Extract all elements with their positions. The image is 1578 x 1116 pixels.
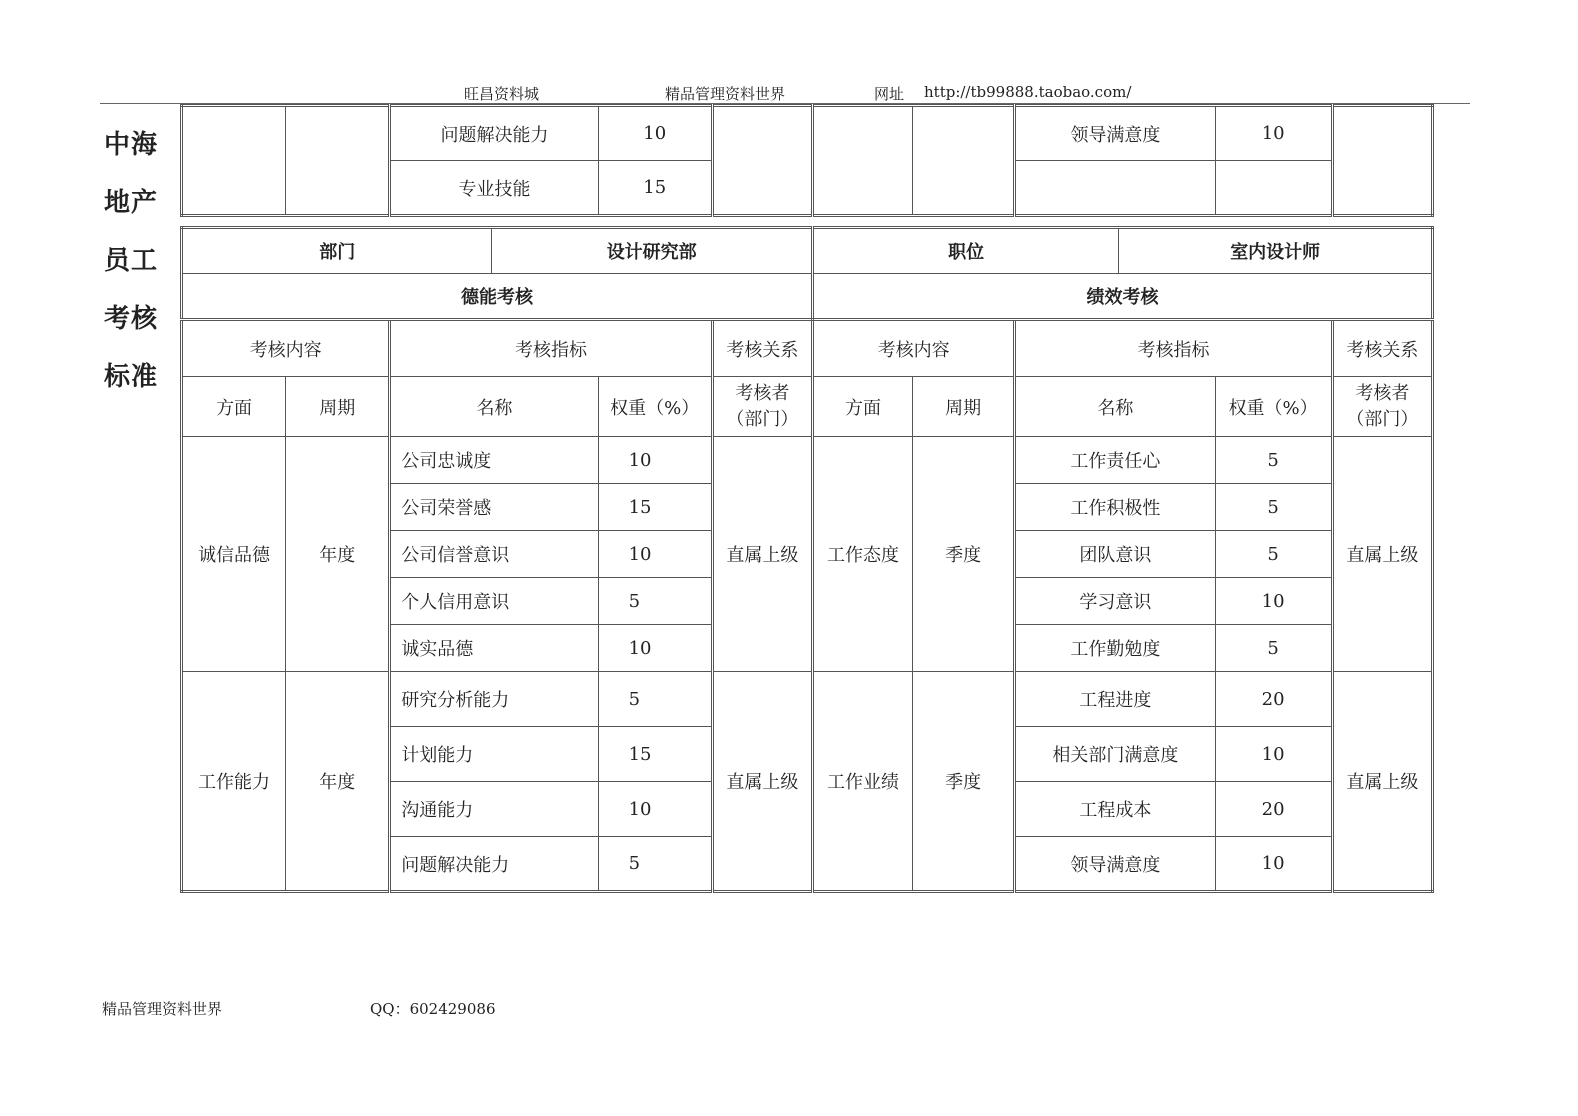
indicator-name: 公司信誉意识 xyxy=(390,531,598,578)
column-header: 方面 xyxy=(812,377,912,437)
table-row xyxy=(182,320,1433,377)
indicator-name: 问题解决能力 xyxy=(390,837,598,892)
table-row xyxy=(182,377,1433,437)
indicator-name: 领导满意度 xyxy=(1015,837,1215,892)
assessment-table xyxy=(180,226,1434,893)
indicator-name: 问题解决能力 xyxy=(390,106,598,161)
column-header: 考核指标 xyxy=(390,320,712,377)
side-title-line: 中海 xyxy=(104,130,159,160)
indicator-weight: 15 xyxy=(598,727,712,782)
indicator-weight: 5 xyxy=(598,837,712,892)
aspect-cell: 工作业绩 xyxy=(812,672,912,892)
indicator-weight: 5 xyxy=(598,672,712,727)
indicator-name: 工作责任心 xyxy=(1015,437,1215,484)
indicator-name: 个人信用意识 xyxy=(390,578,598,625)
table-row xyxy=(182,437,1433,484)
position-label: 职位 xyxy=(812,228,1118,274)
indicator-name: 计划能力 xyxy=(390,727,598,782)
top-fragment-table xyxy=(180,104,1434,217)
indicator-weight: 10 xyxy=(1215,578,1332,625)
side-title-line: 标准 xyxy=(104,362,159,392)
column-header: 权重（%） xyxy=(598,377,712,437)
indicator-weight: 10 xyxy=(598,437,712,484)
empty-cell xyxy=(182,106,286,216)
indicator-weight: 10 xyxy=(598,531,712,578)
header-shop-name: 旺昌资料城 xyxy=(464,85,540,103)
column-header-assessor xyxy=(1332,377,1432,437)
column-header: 周期 xyxy=(913,377,1015,437)
side-title-line: 考核 xyxy=(104,304,159,334)
indicator-name: 学习意识 xyxy=(1015,578,1215,625)
aspect-cell: 工作态度 xyxy=(812,437,912,672)
aspect-cell: 工作能力 xyxy=(182,672,286,892)
indicator-name: 公司荣誉感 xyxy=(390,484,598,531)
indicator-weight: 10 xyxy=(598,106,712,161)
side-title-line: 员工 xyxy=(104,246,159,276)
table-row xyxy=(182,274,1433,320)
side-title-line: 地产 xyxy=(104,188,159,218)
indicator-weight: 20 xyxy=(1215,782,1332,837)
indicator-name: 工程进度 xyxy=(1015,672,1215,727)
indicator-name: 工作勤勉度 xyxy=(1015,625,1215,672)
assessor-line: （部门） xyxy=(1346,408,1419,430)
indicator-weight: 20 xyxy=(1215,672,1332,727)
empty-cell xyxy=(286,106,390,216)
indicator-name: 沟通能力 xyxy=(390,782,598,837)
column-header: 考核内容 xyxy=(812,320,1014,377)
indicator-weight: 5 xyxy=(1215,437,1332,484)
column-header: 考核关系 xyxy=(1332,320,1432,377)
column-header: 考核关系 xyxy=(712,320,812,377)
assessor-line: （部门） xyxy=(726,408,799,430)
empty-cell xyxy=(913,106,1015,216)
table-row xyxy=(182,672,1433,727)
column-header: 权重（%） xyxy=(1215,377,1332,437)
department-value: 设计研究部 xyxy=(492,228,812,274)
period-cell: 季度 xyxy=(913,437,1015,672)
indicator-weight: 10 xyxy=(598,625,712,672)
indicator-weight: 5 xyxy=(1215,625,1332,672)
indicator-weight: 5 xyxy=(598,578,712,625)
empty-cell xyxy=(812,106,912,216)
column-header: 考核指标 xyxy=(1015,320,1332,377)
indicator-weight: 10 xyxy=(598,782,712,837)
side-title xyxy=(104,116,166,406)
position-value: 室内设计师 xyxy=(1119,228,1433,274)
indicator-weight xyxy=(1215,161,1332,216)
section-title-ethics: 德能考核 xyxy=(182,274,813,320)
footer-slogan: 精品管理资料世界 xyxy=(102,1000,223,1018)
relation-cell: 直属上级 xyxy=(1332,437,1432,672)
period-cell: 年度 xyxy=(286,437,390,672)
relation-cell: 直属上级 xyxy=(712,672,812,892)
indicator-weight: 10 xyxy=(1215,837,1332,892)
aspect-cell: 诚信品德 xyxy=(182,437,286,672)
indicator-weight: 5 xyxy=(1215,531,1332,578)
column-header: 考核内容 xyxy=(182,320,390,377)
relation-cell: 直属上级 xyxy=(712,437,812,672)
table-row xyxy=(182,228,1433,274)
indicator-name: 领导满意度 xyxy=(1015,106,1215,161)
relation-cell: 直属上级 xyxy=(1332,672,1432,892)
indicator-name: 工作积极性 xyxy=(1015,484,1215,531)
table-row xyxy=(182,106,1433,161)
column-header: 周期 xyxy=(286,377,390,437)
header-slogan: 精品管理资料世界 xyxy=(665,85,786,103)
indicator-weight: 10 xyxy=(1215,106,1332,161)
column-header: 名称 xyxy=(390,377,598,437)
indicator-name: 工程成本 xyxy=(1015,782,1215,837)
header-url-label: 网址 xyxy=(874,85,905,103)
period-cell: 年度 xyxy=(286,672,390,892)
indicator-name: 相关部门满意度 xyxy=(1015,727,1215,782)
assessor-line: 考核者 xyxy=(735,382,790,404)
column-header: 方面 xyxy=(182,377,286,437)
footer-qq: QQ：602429086 xyxy=(370,1000,496,1018)
assessor-line: 考核者 xyxy=(1355,382,1410,404)
column-header-assessor xyxy=(712,377,812,437)
column-header: 名称 xyxy=(1015,377,1215,437)
empty-cell xyxy=(712,106,812,216)
indicator-weight: 10 xyxy=(1215,727,1332,782)
indicator-name: 研究分析能力 xyxy=(390,672,598,727)
indicator-name: 团队意识 xyxy=(1015,531,1215,578)
indicator-weight: 15 xyxy=(598,161,712,216)
indicator-weight: 15 xyxy=(598,484,712,531)
period-cell: 季度 xyxy=(913,672,1015,892)
department-label: 部门 xyxy=(182,228,492,274)
indicator-name: 专业技能 xyxy=(390,161,598,216)
indicator-weight: 5 xyxy=(1215,484,1332,531)
indicator-name: 公司忠诚度 xyxy=(390,437,598,484)
section-title-performance: 绩效考核 xyxy=(812,274,1432,320)
empty-cell xyxy=(1332,106,1432,216)
indicator-name: 诚实品德 xyxy=(390,625,598,672)
header-url: http://tb99888.taobao.com/ xyxy=(924,83,1132,101)
indicator-name xyxy=(1015,161,1215,216)
